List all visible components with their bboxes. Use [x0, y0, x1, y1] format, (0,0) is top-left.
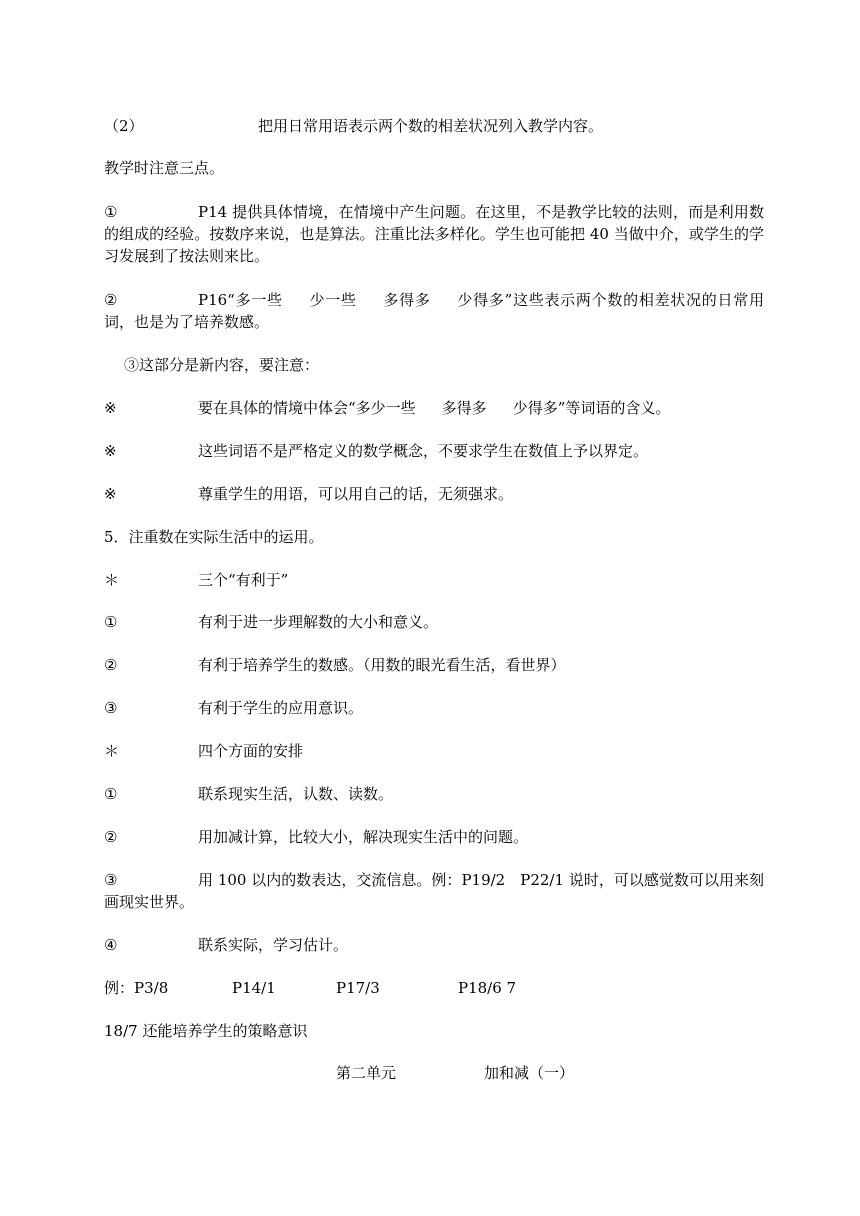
note-text: 尊重学生的用语，可以用自己的话，无须强求。	[198, 485, 514, 503]
item-text: 用加减计算，比较大小，解决现实生活中的问题。	[198, 828, 529, 846]
item-text: 用 100 以内的数表达，交流信息。例：P19/2 P22/1 说时，可以感觉数可以用来刻画现实世界。	[104, 871, 764, 911]
example-ref-2: P14/1	[232, 979, 276, 997]
item-marker: ①	[104, 785, 118, 803]
item-marker: ②	[104, 828, 118, 846]
note-text: 这些词语不是严格定义的数学概念，不要求学生在数值上予以界定。	[198, 442, 649, 460]
item-text: 有利于培养学生的数感。（用数的眼光看生活，看世界）	[198, 656, 566, 674]
note-text	[198, 398, 670, 418]
section-heading-5: 5．注重数在实际生活中的运用。	[104, 528, 324, 546]
note-text-c: 少得多”等词语的含义。	[512, 399, 671, 417]
example-ref-4: P18/6 7	[458, 979, 517, 997]
item-marker: ①	[104, 203, 118, 221]
paragraph-item-3	[104, 869, 764, 913]
unit-title: 加和减（一）	[484, 1064, 575, 1082]
star-marker: ＊	[104, 742, 120, 760]
item-marker: ②	[104, 291, 118, 309]
note-text-a: 要在具体的情境中体会“多少一些	[198, 399, 416, 417]
unit-number: 第二单元	[336, 1064, 397, 1082]
item-marker: ④	[104, 936, 118, 954]
note-marker: ※	[104, 485, 117, 503]
item-text: 把用日常用语表示两个数的相差状况列入教学内容。	[258, 117, 604, 135]
item-text: 有利于进一步理解数的大小和意义。	[198, 613, 439, 631]
item-text-d: 少得多”这些表示两个数的相差状况的日常用词，也是为了培养数感。	[104, 291, 764, 331]
note-marker: ※	[104, 399, 117, 417]
paragraph-point-1	[104, 201, 764, 267]
item-text-a: P16“多一些	[198, 291, 283, 309]
item-text: 联系实际，学习估计。	[198, 936, 349, 954]
paragraph-point-2	[104, 289, 764, 333]
item-text: P14 提供具体情境，在情境中产生问题。在这里，不是教学比较的法则，而是利用数的组成的经验。按数序来说，也是算法。注重比法多样化。学生也可能把 40 当做中介，或学生的学习发展到了按法则来比。	[104, 203, 764, 265]
note-marker: ※	[104, 442, 117, 460]
example-ref-1: 例：P3/8	[104, 979, 169, 997]
point-3-line: ③这部分是新内容，要注意：	[124, 356, 320, 374]
item-marker: ③	[104, 699, 118, 717]
section-heading: 教学时注意三点。	[104, 159, 225, 177]
star-text: 三个“有利于”	[198, 571, 289, 589]
note-text-b: 多得多	[441, 399, 487, 417]
item-marker: ③	[104, 871, 118, 889]
item-text: 联系现实生活，认数、读数。	[198, 785, 394, 803]
star-marker: ＊	[104, 571, 120, 589]
star-text: 四个方面的安排	[198, 742, 304, 760]
item-text: 有利于学生的应用意识。	[198, 699, 364, 717]
example-ref-3: P17/3	[336, 979, 380, 997]
item-text-c: 多得多	[382, 291, 431, 309]
item-marker: ②	[104, 656, 118, 674]
strategy-note: 18/7 还能培养学生的策略意识	[104, 1022, 308, 1040]
item-text-b: 少一些	[308, 291, 357, 309]
item-marker: （2）	[104, 117, 144, 135]
item-marker: ①	[104, 613, 118, 631]
